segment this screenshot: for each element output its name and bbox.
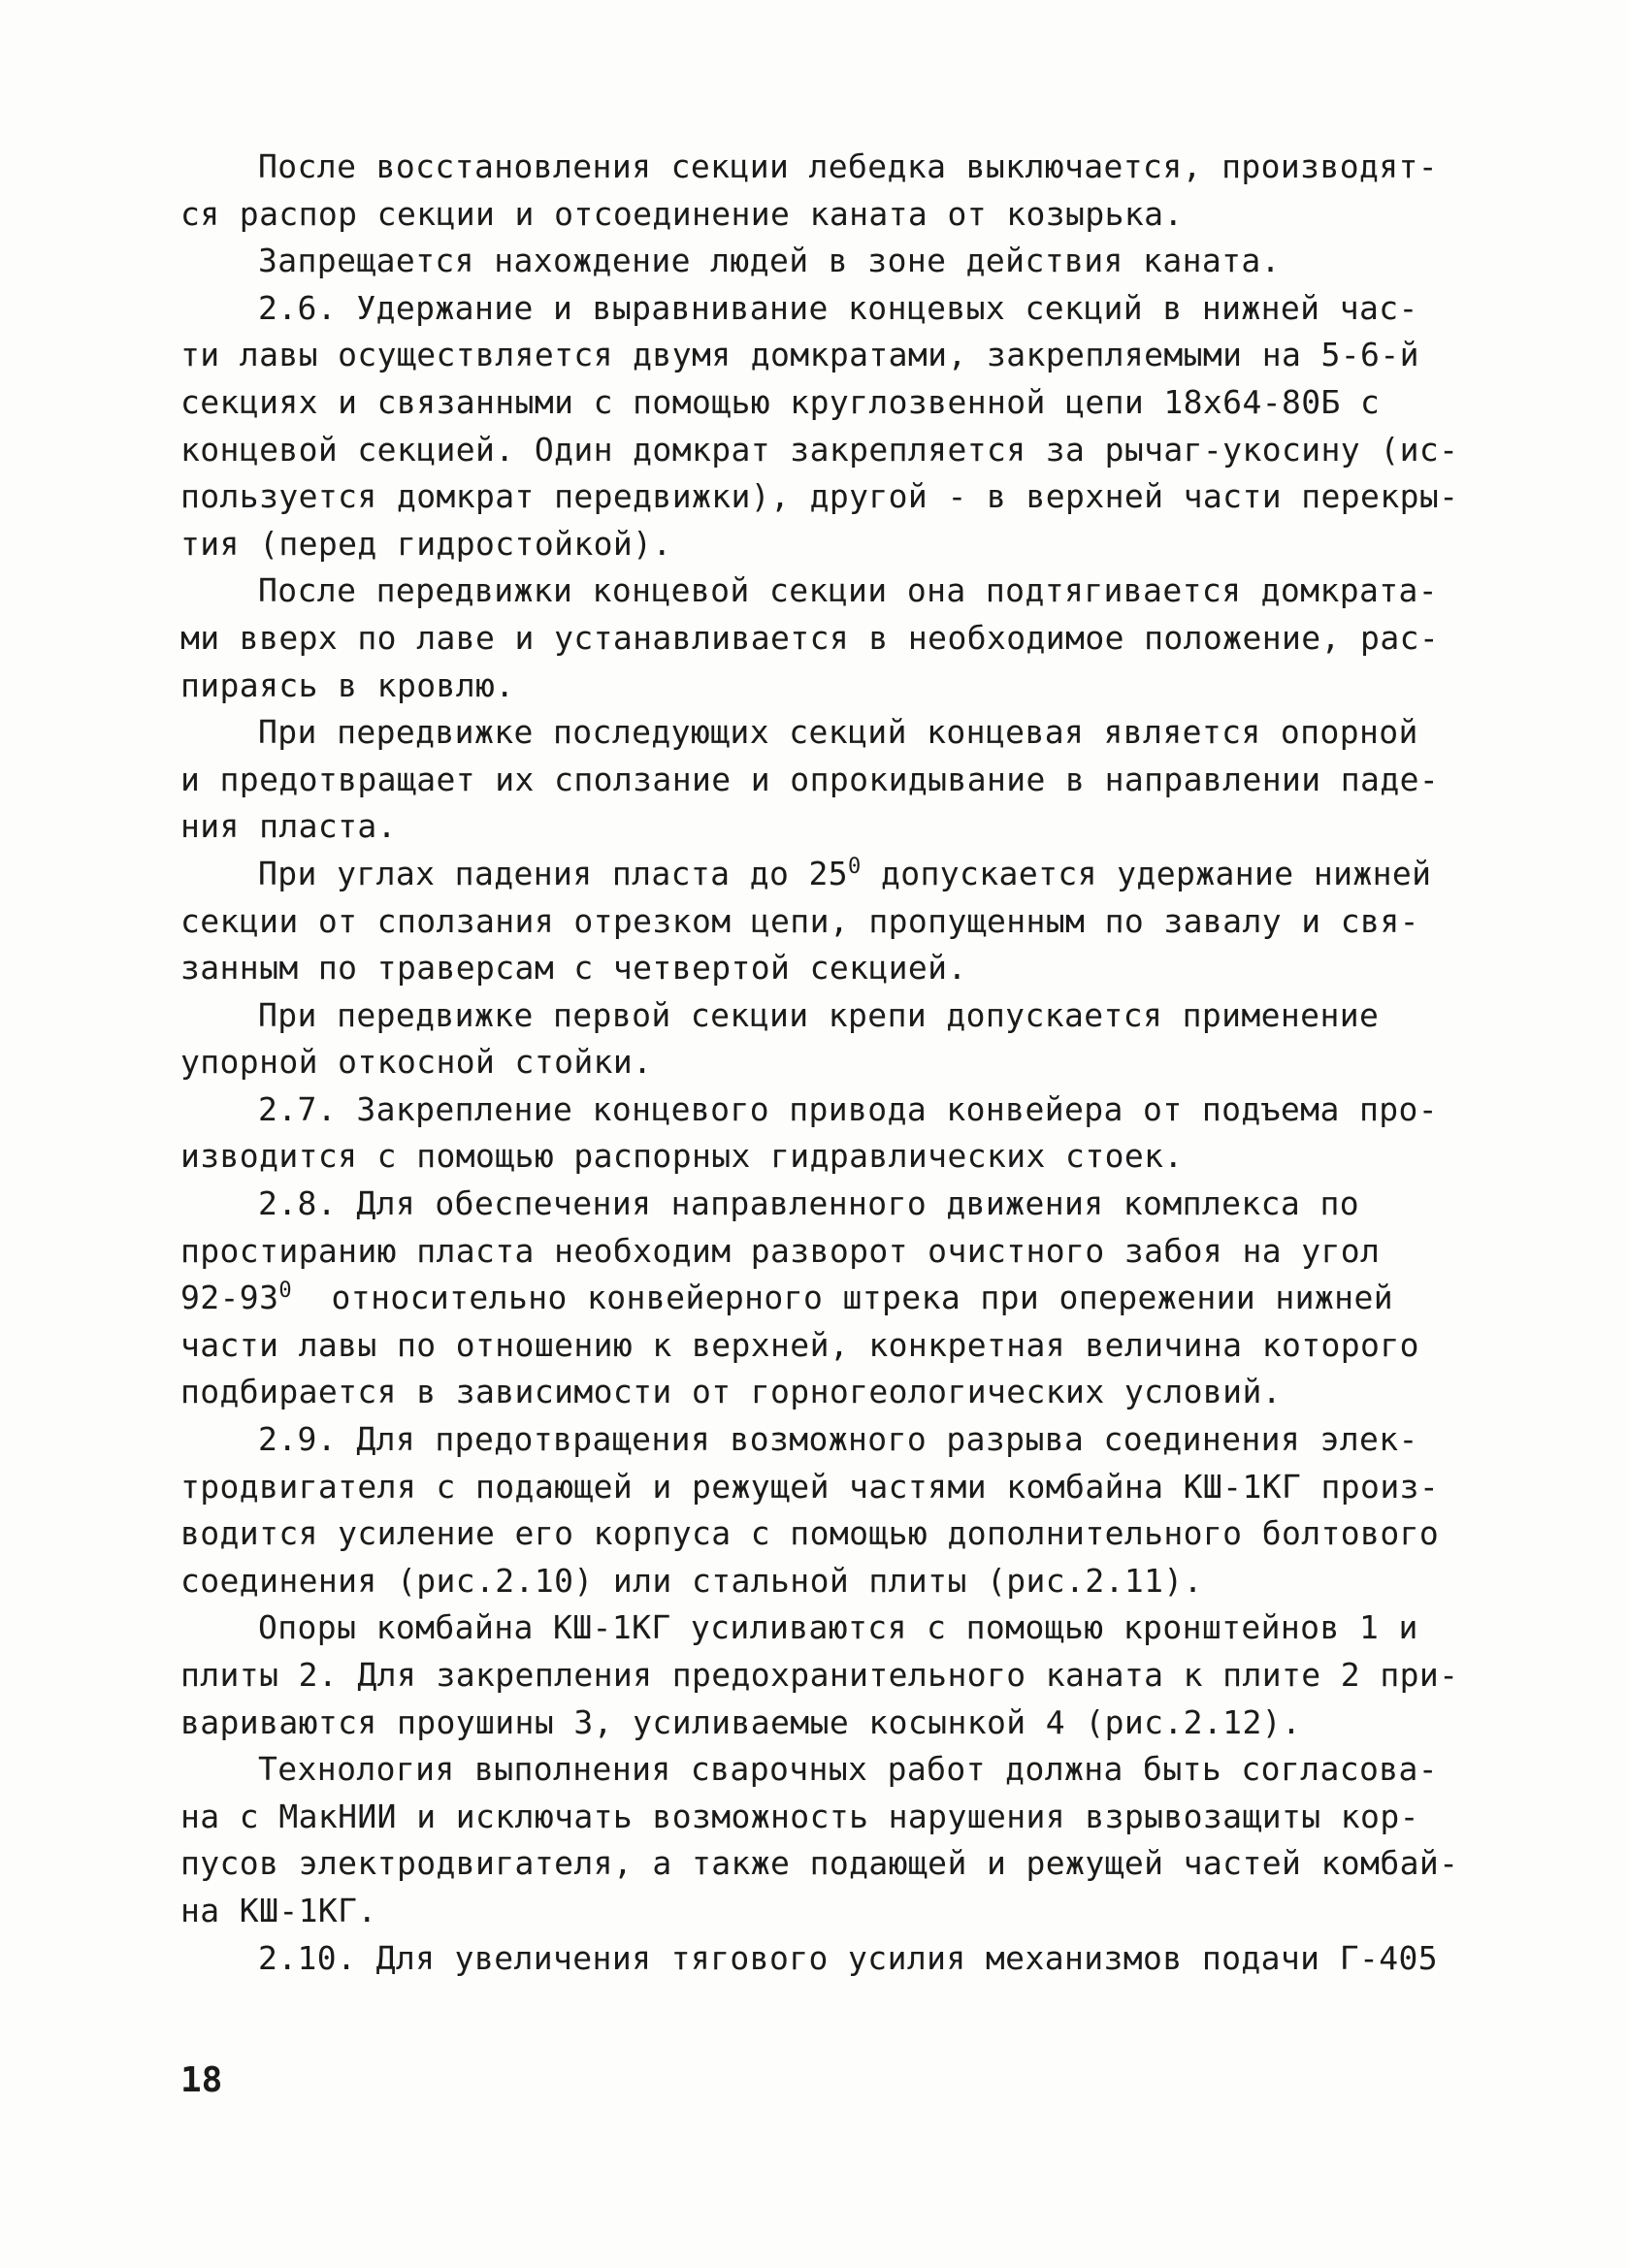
text-line: водится усиление его корпуса с помощью дополнительного болтового: [180, 1514, 1440, 1553]
text-line: пользуется домкрат передвижки), другой - в верхней части перекры-: [180, 477, 1459, 516]
text-line-part: 92-93: [180, 1279, 279, 1317]
text-line: пусов электродвигателя, а также подающей и режущей частей комбай-: [180, 1844, 1459, 1883]
text-line: на с МакНИИ и исключать возможность нарушения взрывозащиты кор-: [180, 1797, 1419, 1835]
text-line: ми вверх по лаве и устанавливается в необходимое положение, рас-: [180, 618, 1440, 657]
degree-superscript: 0: [848, 854, 862, 879]
text-line: подбирается в зависимости от горногеологических условий.: [180, 1373, 1282, 1411]
text-line: тия (перед гидростойкой).: [180, 524, 672, 563]
text-line: ся распор секции и отсоединение каната от козырька.: [180, 194, 1184, 233]
text-line: После восстановления секции лебедка выключается, производят-: [258, 147, 1439, 185]
text-line: 2.10. Для увеличения тягового усилия механизмов подачи Г-405: [258, 1938, 1439, 1977]
text-line: упорной откосной стойки.: [180, 1043, 653, 1082]
text-line: 2.8. Для обеспечения направленного движения комплекса по: [258, 1184, 1359, 1223]
text-line: занным по траверсам с четвертой секцией.: [180, 949, 967, 988]
text-line: на КШ-1КГ.: [180, 1891, 377, 1929]
text-line: пираясь в кровлю.: [180, 665, 515, 704]
text-line: ти лавы осуществляется двумя домкратами, закрепляемыми на 5-6-й: [180, 336, 1419, 374]
body-text: [180, 144, 1459, 1982]
text-line: соединения (рис.2.10) или стальной плиты (рис.2.11).: [180, 1561, 1203, 1600]
text-line: плиты 2. Для закрепления предохранительного каната к плите 2 при-: [180, 1656, 1459, 1694]
text-line: 2.9. Для предотвращения возможного разрыва соединения элек-: [258, 1420, 1418, 1459]
text-line: вариваются проушины 3, усиливаемые косынкой 4 (рис.2.12).: [180, 1702, 1302, 1741]
text-line: простиранию пласта необходим разворот очистного забоя на угол: [180, 1231, 1381, 1270]
text-line: Технология выполнения сварочных работ должна быть согласова-: [258, 1750, 1439, 1789]
text-line: Опоры комбайна КШ-1КГ усиливаются с помощью кронштейнов 1 и: [258, 1608, 1418, 1647]
text-line: После передвижки концевой секции она подтягивается домкрата-: [258, 571, 1439, 610]
text-line: изводится с помощью распорных гидравлических стоек.: [180, 1137, 1184, 1176]
text-line: При передвижке последующих секций концевая является опорной: [258, 713, 1418, 752]
text-line: 2.6. Удержание и выравнивание концевых секций в нижней час-: [258, 288, 1418, 327]
text-line: Запрещается нахождение людей в зоне действия каната.: [258, 242, 1281, 280]
text-line-part: При углах падения пласта до 25: [258, 854, 849, 892]
text-line: ния пласта.: [180, 807, 397, 846]
text-line: секции от сползания отрезком цепи, пропущенным по завалу и свя-: [180, 901, 1419, 940]
text-line: [180, 1275, 1442, 1322]
text-line-part: допускается удержание нижней: [861, 854, 1432, 892]
page-number: 18: [180, 2060, 223, 2100]
text-line: и предотвращает их сползание и опрокидывание в направлении паде-: [180, 760, 1440, 798]
text-line: секциях и связанными с помощью круглозвенной цепи 18x64-80Б с: [180, 382, 1381, 421]
text-line: При передвижке первой секции крепи допускается применение: [258, 995, 1380, 1034]
text-line: части лавы по отношению к верхней, конкретная величина которого: [180, 1325, 1419, 1364]
text-line-part: относительно конвейерного штрека при опережении нижней: [292, 1279, 1393, 1317]
text-line: концевой секцией. Один домкрат закрепляется за рычаг-укосину (ис-: [180, 430, 1459, 469]
degree-superscript: 0: [278, 1279, 292, 1304]
text-line: [180, 851, 1442, 898]
text-line: 2.7. Закрепление концевого привода конвейера от подъема про-: [258, 1089, 1439, 1128]
text-line: тродвигателя с подающей и режущей частями комбайна КШ-1КГ произ-: [180, 1467, 1440, 1506]
